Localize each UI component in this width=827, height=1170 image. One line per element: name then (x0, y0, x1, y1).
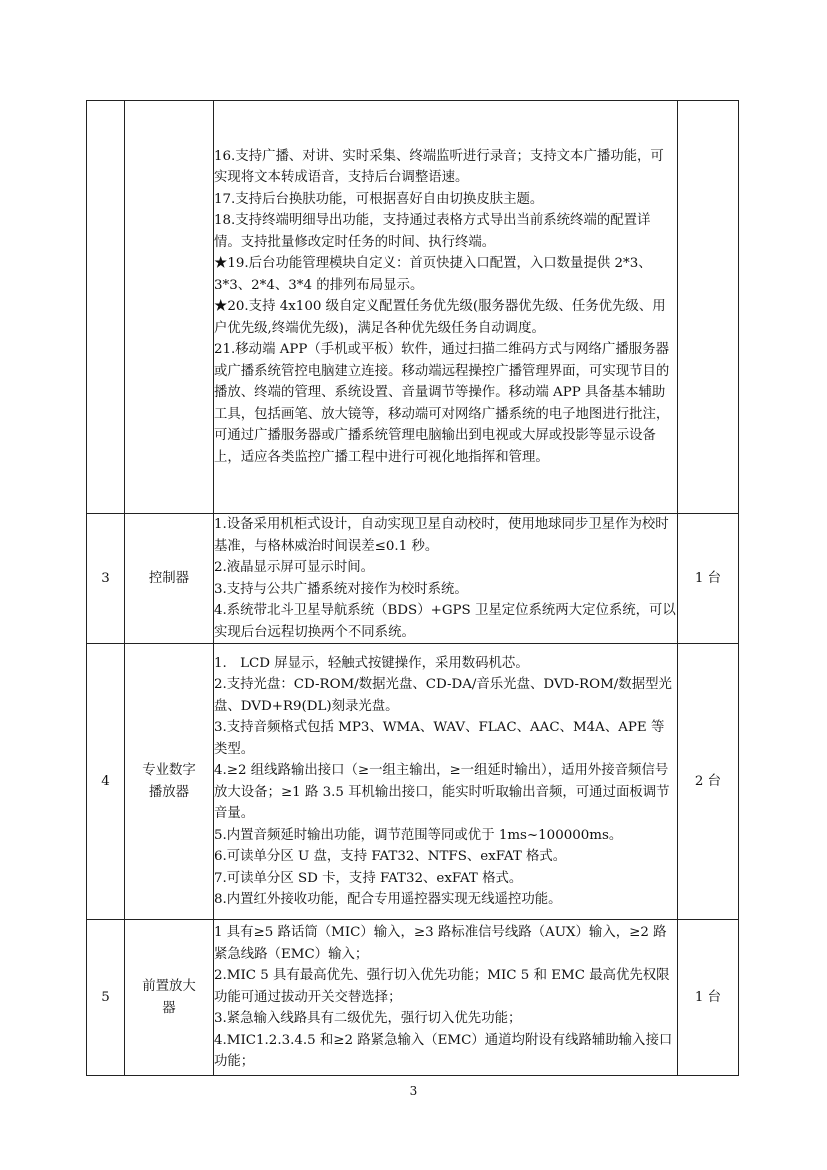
item-quantity: 1 台 (678, 920, 739, 1076)
item-number: 5 (87, 920, 125, 1076)
spec-line: 4.≥2 组线路输出接口（≥一组主输出，≥一组延时输出），适用外接音频信号放大设备；≥1 路 3.5 耳机输出接口，能实时听取输出音频，可通过面板调节音量。 (214, 763, 670, 821)
item-name (125, 644, 214, 920)
spec-line: 2.支持光盘：CD-ROM/数据光盘、CD-DA/音乐光盘、DVD-ROM/数据型光盘、DVD+R9(DL)刻录光盘。 (214, 677, 672, 714)
spec-line: 18.支持终端明细导出功能，支持通过表格方式导出当前系统终端的配置详情。支持批量修改定时任务的时间、执行终端。 (214, 213, 651, 250)
spec-table (86, 100, 739, 1076)
item-name-text: 专业数字播放器 (142, 763, 196, 800)
item-spec (214, 644, 678, 920)
spec-line: 17.支持后台换肤功能，可根据喜好自由切换皮肤主题。 (214, 191, 544, 207)
table-row (87, 514, 739, 644)
spec-line: 4.MIC1.2.3.4.5 和≥2 路紧急输入（EMC）通道均附设有线路辅助输入接口功能； (214, 1032, 673, 1070)
spec-line: 6.可读单分区 U 盘，支持 FAT32、NTFS、exFAT 格式。 (214, 849, 567, 864)
spec-line: 16.支持广播、对讲、实时采集、终端监听进行录音；支持文本广播功能，可实现将文本转成语音，支持后台调整语速。 (214, 148, 664, 186)
item-name (125, 514, 214, 644)
item-spec (214, 101, 678, 514)
item-quantity (678, 101, 739, 514)
spec-line: 3.支持音频格式包括 MP3、WMA、WAV、FLAC、AAC、M4A、APE 等类型。 (214, 720, 665, 757)
item-name (125, 920, 214, 1076)
spec-line: ★19.后台功能管理模块自定义：首页快捷入口配置，入口数量提供 2*3、3*3、2*4、3*4 的排列布局显示。 (214, 256, 652, 293)
table-row (87, 101, 739, 514)
item-name (125, 101, 214, 514)
item-quantity: 1 台 (678, 514, 739, 644)
spec-line: 1 具有≥5 路话筒（MIC）输入，≥3 路标准信号线路（AUX）输入，≥2 路紧急线路（EMC）输入； (214, 925, 667, 962)
spec-line: 3.支持与公共广播系统对接作为校时系统。 (214, 581, 468, 597)
spec-line: ★20.支持 4x100 级自定义配置任务优先级(服务器优先级、任务优先级、用户优先级,终端优先级)，满足各种优先级任务自动调度。 (214, 299, 666, 336)
spec-line: 1. LCD 屏显示，轻触式按键操作，采用数码机芯。 (214, 655, 529, 671)
spec-line: 2.液晶显示屏可显示时间。 (214, 560, 375, 575)
page-number: 3 (409, 1084, 418, 1098)
item-number: 3 (87, 514, 125, 644)
spec-line: 3.紧急输入线路具有二级优先，强行切入优先功能； (214, 1011, 522, 1027)
spec-line: 1.设备采用机柜式设计，自动实现卫星自动校时，使用地球同步卫星作为校时基准，与格林威治时间误差≤0.1 秒。 (214, 517, 669, 554)
spec-line: 21.移动端 APP（手机或平板）软件，通过扫描二维码方式与网络广播服务器或广播系统管控电脑建立连接。移动端远程操控广播管理界面，可实现节目的播放、终端的管理、系统设置、音量调节等操作。移动端 APP 具备基本辅助工具，包括画笔、放大镜等，移动端可对网络广播系统的电子地图进行批注，可通过广播服务器或广播系统管理电脑输出到电视或大屏或投影等显示设备上，适应各类监控广播工程中进行可视化地指挥和管理。 (214, 342, 670, 465)
item-name-text: 前置放大器 (142, 979, 196, 1016)
spec-line: 7.可读单分区 SD 卡，支持 FAT32、exFAT 格式。 (214, 870, 523, 886)
spec-line: 2.MIC 5 具有最高优先、强行切入优先功能；MIC 5 和 EMC 最高优先权限功能可通过拔动开关交替选择； (214, 968, 670, 1005)
item-name-text: 控制器 (148, 570, 190, 586)
spec-line: 5.内置音频延时输出功能，调节范围等同或优于 1ms~100000ms。 (214, 827, 623, 843)
item-number: 4 (87, 644, 125, 920)
item-quantity: 2 台 (678, 644, 739, 920)
item-number (87, 101, 125, 514)
spec-line: 8.内置红外接收功能，配合专用遥控器实现无线遥控功能。 (214, 892, 562, 907)
item-spec (214, 514, 678, 644)
table-row (87, 644, 739, 920)
item-spec (214, 920, 678, 1076)
spec-line: 4.系统带北斗卫星导航系统（BDS）+GPS 卫星定位系统两大定位系统，可以实现后台远程切换两个不同系统。 (214, 603, 676, 640)
table-row (87, 920, 739, 1076)
